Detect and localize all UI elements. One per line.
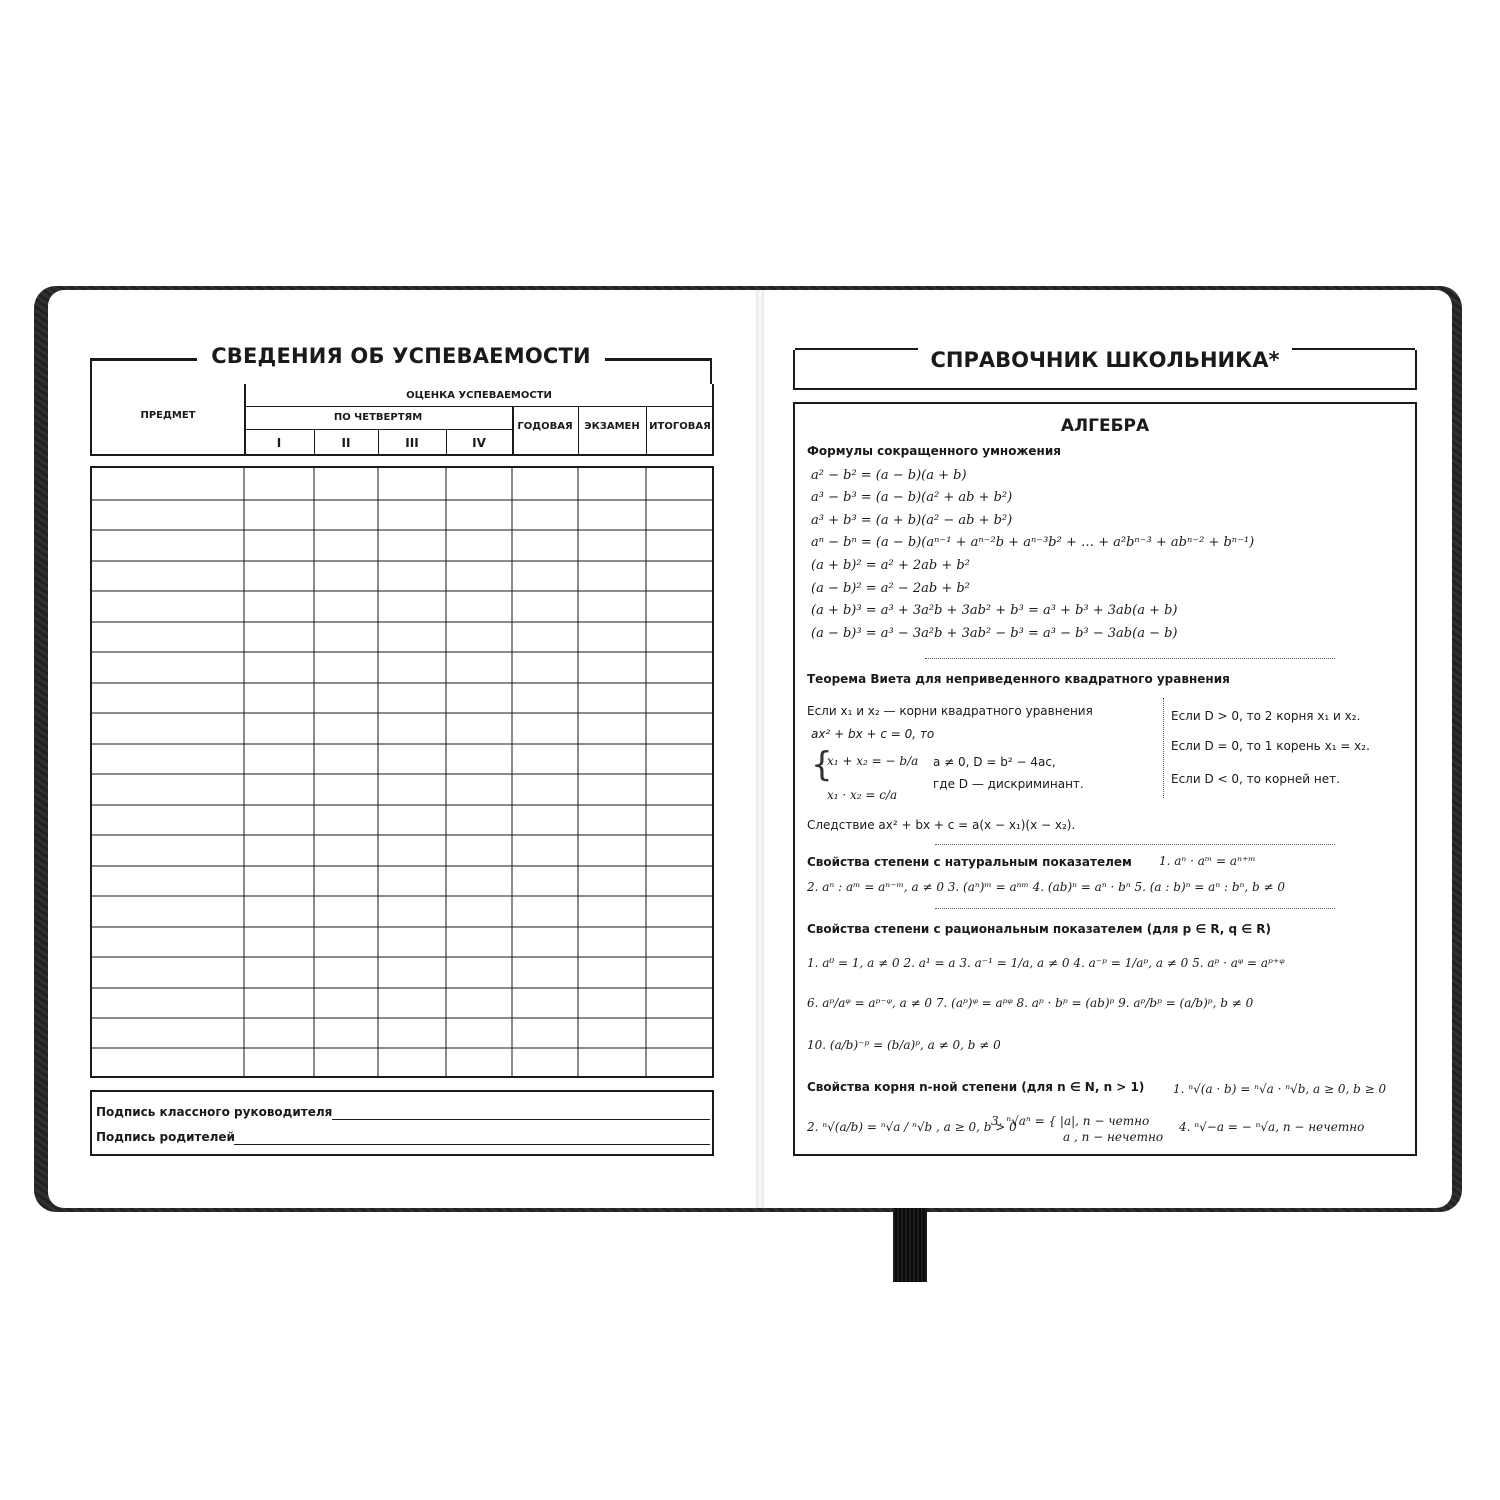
parents-signature-line[interactable] xyxy=(234,1144,710,1145)
abbrev-formula-4: aⁿ − bⁿ = (a − b)(aⁿ⁻¹ + aⁿ⁻²b + aⁿ⁻³b² + … + a²bⁿ⁻³ + abⁿ⁻² + bⁿ⁻¹) xyxy=(811,535,1255,550)
reference-title-bar xyxy=(793,350,1417,390)
abbrev-formula-2: a³ − b³ = (a − b)(a² + ab + b²) xyxy=(811,490,1013,505)
col-exam: ЭКЗАМЕН xyxy=(584,420,640,432)
vieta-sum: x₁ + x₂ = − b/a xyxy=(827,754,919,768)
col-quarters: ПО ЧЕТВЕРТЯМ xyxy=(333,412,423,423)
signatures-box xyxy=(90,1090,714,1156)
algebra-heading: АЛГЕБРА xyxy=(1060,416,1150,436)
abbrev-formula-3: a³ + b³ = (a + b)(a² − ab + b²) xyxy=(811,513,1013,528)
vieta-condition-1: a ≠ 0, D = b² − 4ac, xyxy=(933,755,1056,769)
abbrev-formula-1: a² − b² = (a − b)(a + b) xyxy=(811,468,967,483)
root-prop-3a: 3. ⁿ√aⁿ = { |a|, n − четно xyxy=(991,1114,1150,1128)
roots-case-1: Если D > 0, то 2 корня x₁ и x₂. xyxy=(1171,709,1361,723)
col-q2: II xyxy=(341,435,351,450)
system-brace: { xyxy=(811,745,833,785)
col-subject: ПРЕДМЕТ xyxy=(140,409,196,421)
divider-1 xyxy=(925,658,1335,659)
natural-props-2-5: 2. aⁿ : aᵐ = aⁿ⁻ᵐ, a ≠ 0 3. (aⁿ)ᵐ = aⁿᵐ 4. (ab)ⁿ = aⁿ · bⁿ 5. (a : b)ⁿ = aⁿ : bⁿ, b ≠ 0 xyxy=(807,880,1286,894)
vieta-product: x₁ · x₂ = c/a xyxy=(827,788,898,802)
abbrev-formula-8: (a − b)³ = a³ − 3a²b + 3ab² − b³ = a³ − b³ − 3ab(a − b) xyxy=(811,626,1178,641)
grades-title-bar xyxy=(90,342,712,382)
col-q3: III xyxy=(405,435,419,450)
natural-heading: Свойства степени с натуральным показателем xyxy=(807,855,1132,869)
root-prop-3b: a , n − нечетно xyxy=(1063,1130,1164,1144)
grades-title: СВЕДЕНИЯ ОБ УСПЕВАЕМОСТИ xyxy=(197,344,605,368)
abbrev-formula-6: (a − b)² = a² − 2ab + b² xyxy=(811,581,970,596)
rational-row-3: 10. (a/b)⁻ᵖ = (b/a)ᵖ, a ≠ 0, b ≠ 0 xyxy=(807,1038,1001,1052)
divider-3 xyxy=(935,908,1335,909)
vieta-line-1: Если x₁ и x₂ — корни квадратного уравнения xyxy=(807,704,1093,718)
roots-case-2: Если D = 0, то 1 корень x₁ = x₂. xyxy=(1171,739,1370,753)
abbrev-formula-7: (a + b)³ = a³ + 3a²b + 3ab² + b³ = a³ + b³ + 3ab(a + b) xyxy=(811,603,1178,618)
vieta-line-2: ax² + bx + c = 0, то xyxy=(811,727,935,741)
col-q1: I xyxy=(276,435,282,450)
root-prop-1: 1. ⁿ√(a · b) = ⁿ√a · ⁿ√b, a ≥ 0, b ≥ 0 xyxy=(1173,1082,1387,1096)
vieta-corollary: Следствие ax² + bx + c = a(x − x₁)(x − x₂). xyxy=(807,818,1076,832)
teacher-signature-label: Подпись классного руководителя xyxy=(96,1105,333,1119)
rational-heading: Свойства степени с рациональным показателем (для p ∈ R, q ∈ R) xyxy=(807,922,1271,936)
root-prop-2: 2. ⁿ√(a/b) = ⁿ√a / ⁿ√b , a ≥ 0, b > 0 xyxy=(807,1120,1017,1134)
divider-2 xyxy=(935,844,1335,845)
col-q4: IV xyxy=(472,435,486,450)
grades-grid-lines xyxy=(92,468,712,1076)
reference-title: СПРАВОЧНИК ШКОЛЬНИКА* xyxy=(918,348,1291,372)
root-prop-4: 4. ⁿ√−a = − ⁿ√a, n − нечетно xyxy=(1179,1120,1365,1134)
rational-row-1: 1. a⁰ = 1, a ≠ 0 2. a¹ = a 3. a⁻¹ = 1/a, a ≠ 0 4. a⁻ᵖ = 1/aᵖ, a ≠ 0 5. aᵖ · aᵠ = aᵖ⁺ᵠ xyxy=(807,956,1285,970)
grades-table-header xyxy=(90,384,714,456)
abbrev-heading: Формулы сокращенного умножения xyxy=(807,444,1061,458)
page-gutter xyxy=(756,290,764,1208)
roots-case-3: Если D < 0, то корней нет. xyxy=(1171,772,1340,786)
col-annual: ГОДОВАЯ xyxy=(517,420,573,432)
parents-signature-label: Подпись родителей xyxy=(96,1130,235,1144)
abbrev-formula-5: (a + b)² = a² + 2ab + b² xyxy=(811,558,970,573)
rational-row-2: 6. aᵖ/aᵠ = aᵖ⁻ᵠ, a ≠ 0 7. (aᵖ)ᵠ = aᵖᵠ 8. aᵖ · bᵖ = (ab)ᵖ 9. aᵖ/bᵖ = (a/b)ᵖ, b ≠ 0 xyxy=(807,996,1254,1010)
col-final: ИТОГОВАЯ xyxy=(649,420,711,432)
algebra-box xyxy=(793,402,1417,1156)
vieta-condition-2: где D — дискриминант. xyxy=(933,777,1084,791)
grades-table-body[interactable] xyxy=(90,466,714,1078)
vieta-heading: Теорема Виета для неприведенного квадратного уравнения xyxy=(807,672,1230,686)
col-grade-group: ОЦЕНКА УСПЕВАЕМОСТИ xyxy=(406,389,552,401)
roots-heading: Свойства корня n-ной степени (для n ∈ N, n > 1) xyxy=(807,1080,1145,1094)
bookmark-ribbon[interactable] xyxy=(893,1200,927,1282)
natural-prop-1: 1. aⁿ · aᵐ = aⁿ⁺ᵐ xyxy=(1159,854,1256,868)
teacher-signature-line[interactable] xyxy=(332,1119,710,1120)
vieta-divider xyxy=(1163,698,1164,798)
